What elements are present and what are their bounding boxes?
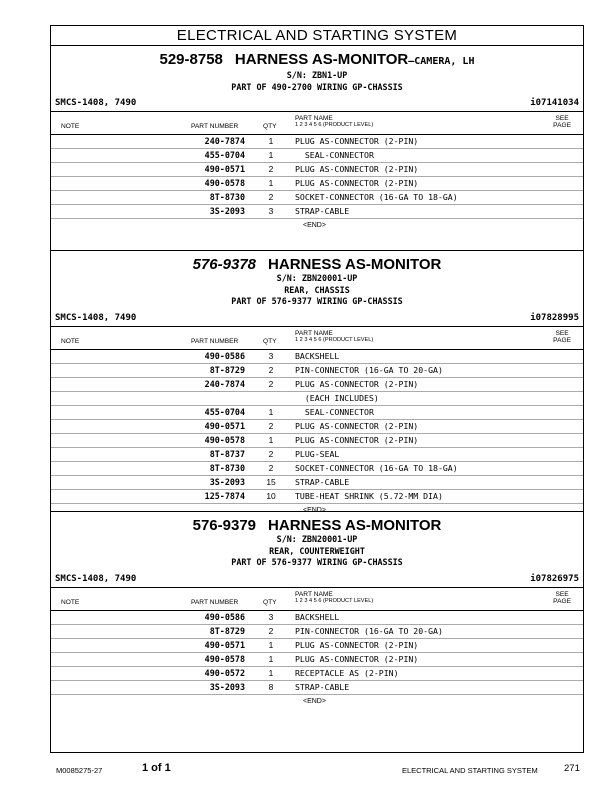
part-name: PLUG AS-CONNECTOR (2-PIN) [295, 178, 419, 188]
part-name: SOCKET-CONNECTOR (16-GA TO 18-GA) [295, 462, 458, 473]
footer-doc-id: M0085275-27 [56, 766, 103, 775]
col-page: PAGE [553, 336, 571, 344]
col-see-page [553, 115, 571, 129]
part-number[interactable]: 125-7874 [204, 490, 245, 501]
column-header [51, 326, 583, 350]
col-page: PAGE [553, 597, 571, 605]
col-page: PAGE [553, 122, 571, 129]
section-title [51, 46, 583, 70]
part-row [51, 135, 583, 149]
part-number[interactable]: 455-0704 [204, 406, 245, 417]
part-row [51, 611, 583, 625]
part-row [51, 191, 583, 205]
col-see: SEE [555, 590, 569, 598]
illustration-id: i07828995 [530, 312, 579, 323]
part-qty: 10 [266, 490, 276, 501]
smcs-code: SMCS-1408, 7490 [55, 98, 137, 108]
part-number[interactable]: 490-0571 [204, 164, 245, 174]
assembly-title-suffix: –CAMERA, LH [408, 56, 475, 67]
col-part-number: PART NUMBER [191, 598, 239, 606]
part-qty: 1 [268, 653, 274, 664]
part-number[interactable]: 240-7874 [204, 378, 245, 389]
part-name: PIN-CONNECTOR (16-GA TO 20-GA) [295, 364, 443, 375]
part-row [51, 625, 583, 639]
end-marker: <END> [303, 222, 326, 229]
part-qty: 2 [268, 364, 274, 375]
part-name: STRAP-CABLE [295, 681, 350, 692]
parts-section [51, 512, 583, 757]
part-qty: 1 [268, 406, 274, 417]
part-qty: 1 [268, 434, 274, 445]
col-part-number: PART NUMBER [191, 337, 239, 345]
end-marker: <END> [303, 697, 326, 705]
part-number[interactable]: 455-0704 [204, 150, 245, 160]
part-number[interactable]: 240-7874 [204, 136, 245, 146]
part-qty: 2 [268, 420, 274, 431]
part-qty: 2 [268, 378, 274, 389]
col-product-level: 1 2 3 4 5 6 (PRODUCT LEVEL) [295, 336, 374, 343]
part-row [51, 490, 583, 504]
part-name: STRAP-CABLE [295, 206, 350, 216]
part-row [51, 378, 583, 392]
col-note: NOTE [61, 598, 80, 606]
col-note: NOTE [61, 123, 80, 130]
part-name: SEAL-CONNECTOR [295, 150, 374, 160]
part-name: PLUG AS-CONNECTOR (2-PIN) [295, 639, 419, 650]
smcs-row [51, 97, 583, 111]
col-part-name: PART NAME [295, 590, 333, 598]
col-qty: QTY [263, 123, 277, 130]
part-name: PLUG AS-CONNECTOR (2-PIN) [295, 434, 419, 445]
part-number[interactable]: 490-0578 [204, 434, 245, 445]
parts-section [51, 251, 583, 512]
part-number[interactable]: 8T-8737 [209, 448, 245, 459]
part-row [51, 177, 583, 191]
assembly-number: 576-9378 [192, 256, 257, 273]
col-see-page [553, 330, 571, 344]
part-name: PLUG AS-CONNECTOR (2-PIN) [295, 420, 419, 431]
part-number[interactable]: 3S-2093 [209, 206, 245, 216]
part-row [51, 639, 583, 653]
part-name: PLUG AS-CONNECTOR (2-PIN) [295, 164, 419, 174]
section-subtitle: S/N: ZBN20001-UP [276, 273, 358, 283]
column-header [51, 587, 583, 611]
col-product-level: 1 2 3 4 5 6 (PRODUCT LEVEL) [295, 597, 374, 604]
part-number[interactable]: 8T-8729 [209, 625, 245, 636]
illustration-id: i07141034 [530, 98, 579, 108]
assembly-number: 576-9379 [192, 517, 257, 534]
footer-page-of: 1 of 1 [142, 762, 171, 774]
parts-section [51, 46, 583, 251]
part-number[interactable]: 490-0578 [204, 178, 245, 188]
section-subtitle: S/N: ZBN20001-UP [276, 534, 358, 544]
part-name: SEAL-CONNECTOR [295, 406, 374, 417]
part-number[interactable]: 3S-2093 [209, 476, 245, 487]
part-name: SOCKET-CONNECTOR (16-GA TO 18-GA) [295, 192, 458, 202]
smcs-code: SMCS-1408, 7490 [55, 573, 137, 584]
col-qty: QTY [263, 598, 277, 606]
part-qty: 2 [268, 192, 274, 202]
section-subtitle: REAR, COUNTERWEIGHT [269, 545, 365, 556]
col-part-number: PART NUMBER [191, 123, 239, 130]
page-footer [0, 762, 612, 776]
footer-section-title: ELECTRICAL AND STARTING SYSTEM [402, 766, 538, 775]
col-part-name: PART NAME [295, 115, 333, 122]
illustration-id: i07826975 [530, 573, 579, 584]
part-name: PLUG AS-CONNECTOR (2-PIN) [295, 653, 419, 664]
part-name: PIN-CONNECTOR (16-GA TO 20-GA) [295, 625, 443, 636]
col-see-page [553, 591, 571, 605]
end-marker: <END> [303, 506, 326, 514]
part-number[interactable]: 490-0571 [204, 639, 245, 650]
part-row [51, 406, 583, 420]
part-row [51, 476, 583, 490]
part-row [51, 653, 583, 667]
part-row [51, 667, 583, 681]
part-row [51, 350, 583, 364]
part-number[interactable]: 490-0578 [204, 653, 245, 664]
part-qty: 2 [268, 462, 274, 473]
part-name: (EACH INCLUDES) [295, 392, 379, 403]
part-qty: 1 [268, 178, 274, 188]
part-number[interactable]: 8T-8730 [209, 462, 245, 473]
assembly-title: HARNESS AS-MONITOR [268, 256, 442, 273]
section-subtitle: PART OF 576-9377 WIRING GP-CHASSIS [231, 557, 403, 567]
col-see: SEE [555, 329, 569, 337]
assembly-title: HARNESS AS-MONITOR [268, 517, 442, 534]
part-qty: 2 [268, 448, 274, 459]
page-header: ELECTRICAL AND STARTING SYSTEM [51, 26, 583, 46]
column-header [51, 111, 583, 135]
section-subtitle: PART OF 490-2700 WIRING GP-CHASSIS [231, 81, 403, 92]
assembly-title: HARNESS AS-MONITOR [234, 51, 409, 68]
part-row [51, 420, 583, 434]
part-row [51, 163, 583, 177]
part-qty: 2 [268, 625, 274, 636]
col-note: NOTE [61, 337, 80, 345]
part-number[interactable]: 490-0572 [204, 667, 245, 678]
col-see: SEE [555, 115, 569, 122]
part-name: PLUG AS-CONNECTOR (2-PIN) [295, 136, 419, 146]
part-name: STRAP-CABLE [295, 476, 350, 487]
part-name: BACKSHELL [295, 350, 340, 361]
part-number[interactable]: 8T-8729 [209, 364, 245, 375]
section-subtitle: REAR, CHASSIS [284, 284, 350, 295]
part-qty: 1 [268, 136, 274, 146]
assembly-number: 529-8758 [159, 51, 223, 68]
part-name: PLUG AS-CONNECTOR (2-PIN) [295, 378, 419, 389]
part-name: PLUG-SEAL [295, 448, 340, 459]
part-row [51, 448, 583, 462]
part-qty: 2 [268, 164, 274, 174]
part-qty: 3 [268, 206, 274, 216]
page-frame [50, 25, 584, 753]
part-qty: 1 [268, 639, 274, 650]
part-qty: 15 [266, 476, 276, 487]
part-name: TUBE-HEAT SHRINK (5.72-MM DIA) [295, 490, 443, 501]
sections-container [51, 46, 583, 757]
part-number[interactable]: 490-0571 [204, 420, 245, 431]
smcs-row [51, 573, 583, 587]
smcs-code: SMCS-1408, 7490 [55, 312, 137, 323]
part-qty: 1 [268, 667, 274, 678]
part-row [51, 205, 583, 219]
col-part-name: PART NAME [295, 329, 333, 337]
part-qty: 8 [268, 681, 274, 692]
footer-page-number: 271 [564, 763, 580, 774]
part-row [51, 392, 583, 406]
part-row [51, 681, 583, 695]
part-number[interactable]: 490-0586 [204, 611, 245, 622]
col-qty: QTY [263, 337, 277, 345]
section-title [51, 251, 583, 273]
part-row [51, 149, 583, 163]
part-number[interactable]: 3S-2093 [209, 681, 245, 692]
part-qty: 3 [268, 611, 274, 622]
section-subtitle: PART OF 576-9377 WIRING GP-CHASSIS [231, 296, 403, 306]
smcs-row [51, 312, 583, 326]
part-name: BACKSHELL [295, 611, 340, 622]
part-qty: 3 [268, 350, 274, 361]
col-product-level: 1 2 3 4 5 6 (PRODUCT LEVEL) [295, 122, 374, 128]
part-name: RECEPTACLE AS (2-PIN) [295, 667, 399, 678]
section-subtitle: S/N: ZBN1-UP [286, 70, 348, 80]
part-number[interactable]: 8T-8730 [209, 192, 245, 202]
part-row [51, 364, 583, 378]
part-number[interactable]: 490-0586 [204, 350, 245, 361]
part-row [51, 434, 583, 448]
part-qty: 1 [268, 150, 274, 160]
part-row [51, 462, 583, 476]
